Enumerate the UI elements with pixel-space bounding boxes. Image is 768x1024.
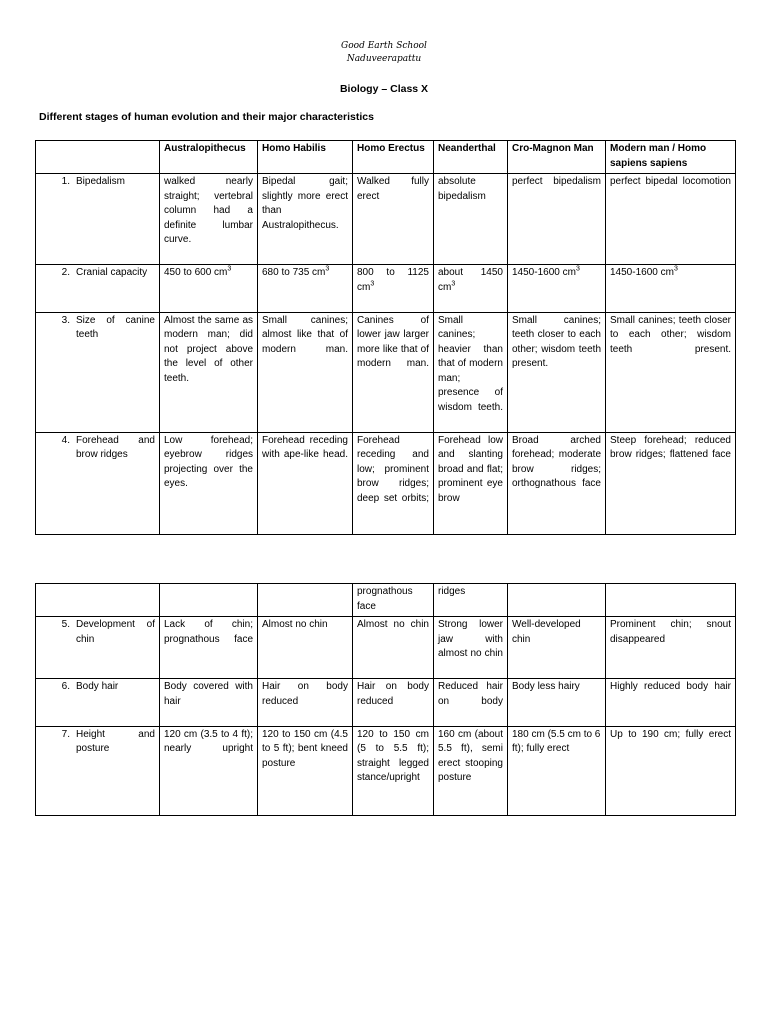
table-cell: Well-developed chin bbox=[508, 617, 606, 679]
table-cell: Forehead low and slanting broad and flat; prominent eye brow bbox=[434, 432, 508, 534]
table-cell: Body covered with hair bbox=[160, 679, 258, 727]
table-cell: Almost no chin bbox=[258, 617, 353, 679]
row-number: 5. bbox=[61, 619, 70, 630]
column-header bbox=[36, 141, 160, 174]
cell-value: 1450-1600 cm bbox=[512, 267, 576, 278]
table-cell bbox=[606, 584, 736, 617]
column-header: Cro-Magnon Man bbox=[508, 141, 606, 174]
row-label: Size of canine teeth bbox=[76, 314, 155, 340]
table-cell: Canines of lower jaw larger more like that of modern man. bbox=[353, 312, 434, 432]
table-cell bbox=[508, 265, 606, 313]
table-cell bbox=[258, 584, 353, 617]
table-cell: Steep forehead; reduced brow ridges; flattened face bbox=[606, 432, 736, 534]
table-row bbox=[36, 432, 736, 534]
school-line-2: Naduveerapattu bbox=[346, 54, 422, 64]
table-cell: Low forehead; eyebrow ridges projecting over the eyes. bbox=[160, 432, 258, 534]
evolution-table-part-2 bbox=[35, 583, 736, 816]
cell-value: 1450-1600 cm bbox=[610, 267, 674, 278]
table-cell: Small canines; teeth closer to each other; wisdom teeth present. bbox=[508, 312, 606, 432]
unit-superscript: 3 bbox=[227, 265, 232, 273]
row-number: 4. bbox=[61, 434, 70, 446]
table-row bbox=[36, 617, 736, 679]
column-header: Australopithecus bbox=[160, 141, 258, 174]
table-cell: Bipedal gait; slightly more erect than Australopithecus. bbox=[258, 174, 353, 265]
unit-superscript: 3 bbox=[575, 265, 580, 273]
table-cell: perfect bipedalism bbox=[508, 174, 606, 265]
table-header-row bbox=[36, 141, 736, 174]
row-number: 7. bbox=[61, 728, 70, 740]
table-cell: 120 to 150 cm (4.5 to 5 ft); bent kneed posture bbox=[258, 726, 353, 815]
table-cell: walked nearly straight; vertebral column had a definite lumbar curve. bbox=[160, 174, 258, 265]
cell-value: 450 to 600 cm bbox=[164, 267, 228, 278]
row-label-cell bbox=[36, 679, 160, 727]
row-label-cell bbox=[36, 617, 160, 679]
table-row bbox=[36, 174, 736, 265]
unit-superscript: 3 bbox=[451, 280, 456, 288]
table-cell: Broad arched forehead; moderate brow ridges; orthognathous face bbox=[508, 432, 606, 534]
table-cell: Prominent chin; snout disappeared bbox=[606, 617, 736, 679]
table-cell bbox=[434, 265, 508, 313]
table-cell: Small canines; heavier than that of modern man; presence of wisdom teeth. bbox=[434, 312, 508, 432]
school-line-1: Good Earth School bbox=[341, 41, 427, 51]
table-cell: Body less hairy bbox=[508, 679, 606, 727]
table-cell: Forehead receding and low; prominent brow ridges; deep set orbits; bbox=[353, 432, 434, 534]
table-cell: ridges bbox=[434, 584, 508, 617]
table-cell: 180 cm (5.5 cm to 6 ft); fully erect bbox=[508, 726, 606, 815]
table-cell: 120 to 150 cm (5 to 5.5 ft); straight legged stance/upright bbox=[353, 726, 434, 815]
row-label: Forehead and brow ridges bbox=[76, 434, 155, 460]
row-label-cell bbox=[36, 265, 160, 313]
column-header: Neanderthal bbox=[434, 141, 508, 174]
table-row-continuation bbox=[36, 584, 736, 617]
table-cell: Small canines; teeth closer to each other; wisdom teeth present. bbox=[606, 312, 736, 432]
row-label-cell bbox=[36, 174, 160, 265]
cell-value: about 1450 cm bbox=[438, 267, 503, 293]
table-cell: Reduced hair on body bbox=[434, 679, 508, 727]
table-cell: Almost the same as modern man; did not project above the level of other teeth. bbox=[160, 312, 258, 432]
evolution-table-part-1 bbox=[35, 140, 736, 535]
row-number: 1. bbox=[61, 176, 70, 187]
table-cell bbox=[36, 584, 160, 617]
cell-value: 680 to 735 cm bbox=[262, 267, 326, 278]
row-label: Development of chin bbox=[76, 619, 155, 645]
row-label: Bipedalism bbox=[76, 176, 125, 187]
row-label: Cranial capacity bbox=[76, 267, 148, 278]
unit-superscript: 3 bbox=[673, 265, 678, 273]
table-cell bbox=[160, 265, 258, 313]
table-cell: prognathous face bbox=[353, 584, 434, 617]
row-label-cell bbox=[36, 432, 160, 534]
table-cell: Almost no chin bbox=[353, 617, 434, 679]
table-row bbox=[36, 265, 736, 313]
table-cell: Lack of chin; prognathous face bbox=[160, 617, 258, 679]
table-cell bbox=[258, 265, 353, 313]
row-label: Height and posture bbox=[76, 728, 155, 754]
cell-value: 800 to 1125 cm bbox=[357, 267, 429, 293]
column-header: Modern man / Homo sapiens sapiens bbox=[606, 141, 736, 174]
table-cell: Walked fully erect bbox=[353, 174, 434, 265]
column-header: Homo Habilis bbox=[258, 141, 353, 174]
table-cell: 160 cm (about 5.5 ft), semi erect stooping posture bbox=[434, 726, 508, 815]
table-cell bbox=[160, 584, 258, 617]
table-cell: Strong lower jaw with almost no chin bbox=[434, 617, 508, 679]
row-number: 3. bbox=[61, 314, 70, 326]
unit-superscript: 3 bbox=[370, 280, 375, 288]
row-label-cell bbox=[36, 726, 160, 815]
unit-superscript: 3 bbox=[325, 265, 330, 273]
table-row bbox=[36, 679, 736, 727]
table-cell: Hair on body reduced bbox=[353, 679, 434, 727]
table-cell: Hair on body reduced bbox=[258, 679, 353, 727]
row-label: Body hair bbox=[76, 681, 119, 692]
table-cell: 120 cm (3.5 to 4 ft); nearly upright bbox=[160, 726, 258, 815]
table-cell bbox=[353, 265, 434, 313]
column-header: Homo Erectus bbox=[353, 141, 434, 174]
table-cell: absolute bipedalism bbox=[434, 174, 508, 265]
table-cell: Up to 190 cm; fully erect bbox=[606, 726, 736, 815]
school-name bbox=[0, 40, 768, 66]
row-number: 6. bbox=[61, 681, 70, 692]
table-cell: Forehead receding with ape-like head. bbox=[258, 432, 353, 534]
table-row bbox=[36, 312, 736, 432]
row-number: 2. bbox=[61, 267, 70, 278]
class-title: Biology – Class X bbox=[339, 83, 429, 95]
row-label-cell bbox=[36, 312, 160, 432]
table-cell bbox=[508, 584, 606, 617]
table-cell: perfect bipedal locomotion bbox=[606, 174, 736, 265]
document-heading: Different stages of human evolution and their major characteristics bbox=[39, 111, 374, 123]
table-row bbox=[36, 726, 736, 815]
table-cell bbox=[606, 265, 736, 313]
table-cell: Small canines; almost like that of modern man. bbox=[258, 312, 353, 432]
table-cell: Highly reduced body hair bbox=[606, 679, 736, 727]
